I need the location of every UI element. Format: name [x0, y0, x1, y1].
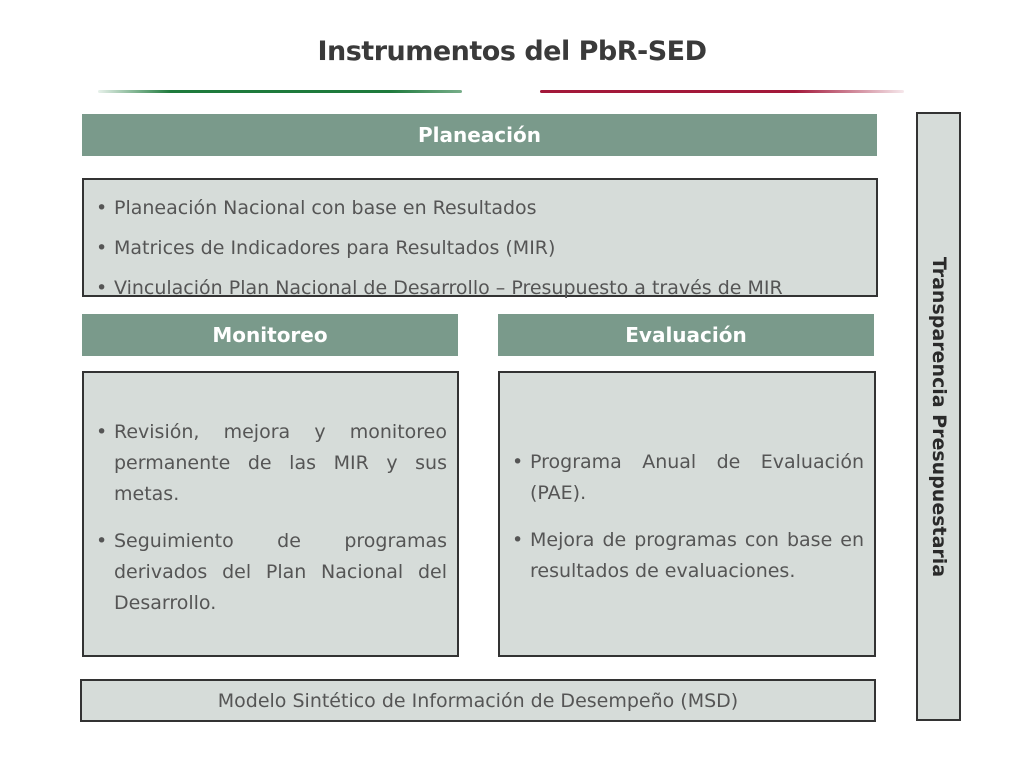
evaluacion-header: [498, 314, 874, 356]
list-item: • Seguimiento de programas derivados del Plan Nacional del Desarrollo.: [90, 526, 447, 619]
red-divider-line: [540, 90, 904, 93]
planeacion-header: [82, 114, 877, 156]
bullet-icon: •: [96, 197, 108, 219]
green-divider-line: [98, 90, 462, 93]
monitoreo-header: [82, 314, 458, 356]
evaluacion-box: [498, 371, 876, 657]
bullet-icon: •: [512, 451, 524, 473]
planeacion-box: [82, 178, 878, 297]
bullet-icon: •: [96, 277, 108, 299]
transparencia-label: Transparencia Presupuestaria: [927, 256, 950, 577]
bullet-icon: •: [96, 237, 108, 259]
evaluacion-list: [506, 447, 864, 587]
msd-label: Modelo Sintético de Información de Desempeño (MSD): [217, 689, 739, 712]
bullet-icon: •: [96, 421, 108, 443]
transparencia-box: [916, 112, 961, 721]
monitoreo-header-label: Monitoreo: [212, 323, 328, 347]
msd-box: [80, 679, 876, 722]
planeacion-list: [90, 188, 870, 308]
list-item: • Vinculación Plan Nacional de Desarrollo – Presupuesto a través de MIR: [90, 268, 870, 308]
monitoreo-box: [82, 371, 459, 657]
planeacion-header-label: Planeación: [418, 123, 541, 147]
evaluacion-header-label: Evaluación: [625, 323, 747, 347]
list-item: • Planeación Nacional con base en Resultados: [90, 188, 870, 228]
slide-title: Instrumentos del PbR-SED: [317, 36, 707, 67]
bullet-icon: •: [96, 530, 108, 552]
list-item: • Matrices de Indicadores para Resultados (MIR): [90, 228, 870, 268]
list-item: • Programa Anual de Evaluación (PAE).: [506, 447, 864, 509]
list-item: • Revisión, mejora y monitoreo permanente de las MIR y sus metas.: [90, 417, 447, 510]
monitoreo-list: [90, 417, 447, 619]
bullet-icon: •: [512, 529, 524, 551]
list-item: • Mejora de programas con base en resultados de evaluaciones.: [506, 525, 864, 587]
